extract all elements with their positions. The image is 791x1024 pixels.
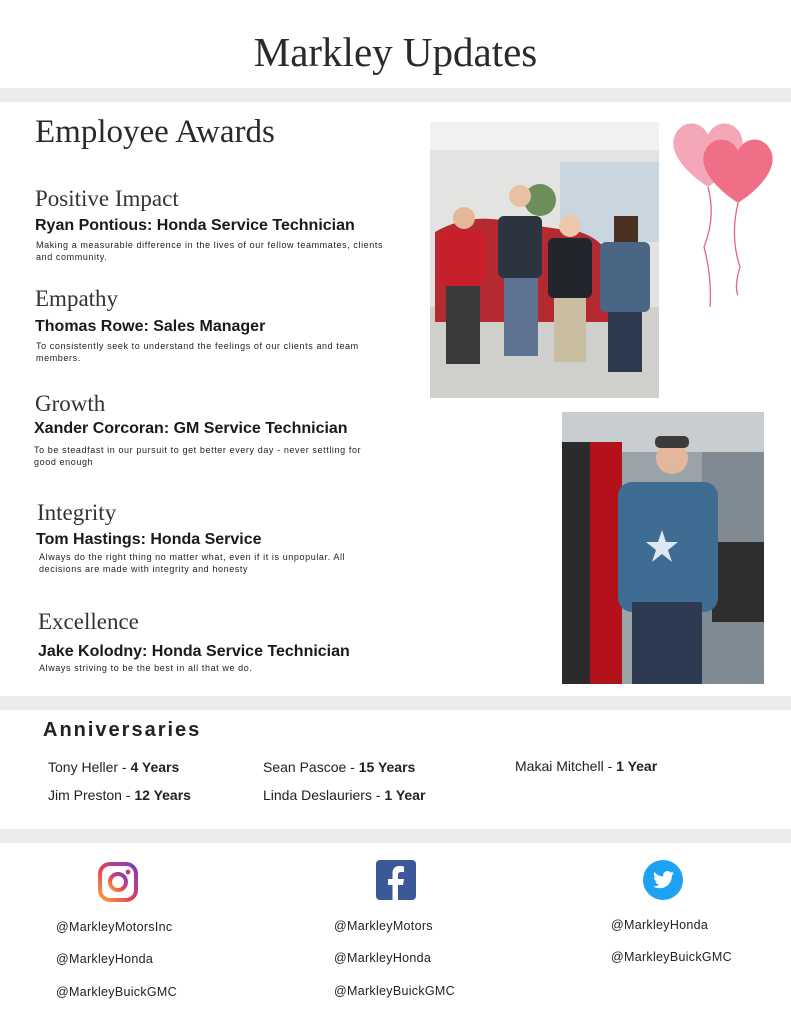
anniversary-name: Makai Mitchell - — [515, 758, 613, 774]
facebook-icon[interactable] — [376, 860, 416, 900]
anniversary-name: Sean Pascoe - — [263, 759, 355, 775]
award-category: Positive Impact — [35, 186, 179, 211]
twitter-handle[interactable]: @MarkleyHonda — [611, 918, 709, 932]
anniversary-item — [48, 787, 191, 803]
anniversary-item — [515, 758, 657, 774]
award-recipient: Thomas Rowe: Sales Manager — [35, 318, 266, 335]
instagram-handle[interactable]: @MarkleyMotorsInc — [56, 920, 173, 934]
twitter-handle[interactable]: @MarkleyBuickGMC — [611, 950, 732, 964]
award-description: Making a measurable difference in the lives of our fellow teammates, clients and community. — [36, 240, 384, 262]
anniversary-years: 15 Years — [358, 759, 416, 775]
anniversary-name: Tony Heller - — [48, 759, 127, 775]
awards-divider — [0, 696, 791, 710]
anniversary-item — [263, 759, 415, 775]
facebook-handle[interactable]: @MarkleyMotors — [334, 919, 433, 933]
award-description: To be steadfast in our pursuit to get better every day - never settling for good enough — [34, 445, 362, 467]
award-recipient: Tom Hastings: Honda Service — [36, 531, 262, 548]
award-category: Excellence — [38, 609, 139, 634]
instagram-handle[interactable]: @MarkleyBuickGMC — [56, 985, 177, 999]
anniversary-item — [263, 787, 425, 803]
award-recipient: Xander Corcoran: GM Service Technician — [34, 420, 348, 437]
anniversary-item — [48, 759, 179, 775]
anniversary-years: 1 Year — [384, 787, 426, 803]
section-title-awards: Employee Awards — [35, 114, 275, 150]
header-divider — [0, 88, 791, 102]
facebook-handle[interactable]: @MarkleyHonda — [334, 951, 432, 965]
technician-award-photo — [562, 412, 764, 684]
section-title-anniversaries: Anniversaries — [43, 719, 202, 741]
facebook-handle[interactable]: @MarkleyBuickGMC — [334, 984, 455, 998]
award-category: Empathy — [35, 286, 119, 311]
award-description: Always striving to be the best in all that we do. — [39, 663, 253, 673]
award-description: To consistently seek to understand the feelings of our clients and team members. — [36, 341, 359, 363]
group-award-photo — [430, 122, 659, 398]
award-recipient: Ryan Pontious: Honda Service Technician — [35, 217, 355, 234]
award-category: Growth — [35, 391, 106, 416]
anniversary-years: 1 Year — [616, 758, 658, 774]
anniversary-name: Jim Preston - — [48, 787, 131, 803]
award-description: Always do the right thing no matter what, even if it is unpopular. All decisions are made with integrity and honesty — [39, 552, 346, 574]
anniversary-name: Linda Deslauriers - — [263, 787, 381, 803]
anniversary-years: 4 Years — [130, 759, 180, 775]
twitter-icon[interactable] — [643, 860, 683, 900]
instagram-handle[interactable]: @MarkleyHonda — [56, 952, 154, 966]
anniversary-years: 12 Years — [134, 787, 191, 803]
social-divider — [0, 829, 791, 843]
award-category: Integrity — [37, 500, 117, 525]
instagram-icon[interactable] — [97, 861, 139, 903]
award-recipient: Jake Kolodny: Honda Service Technician — [38, 643, 350, 660]
heart-balloons-icon — [668, 117, 780, 312]
page-title: Markley Updates — [253, 29, 538, 75]
